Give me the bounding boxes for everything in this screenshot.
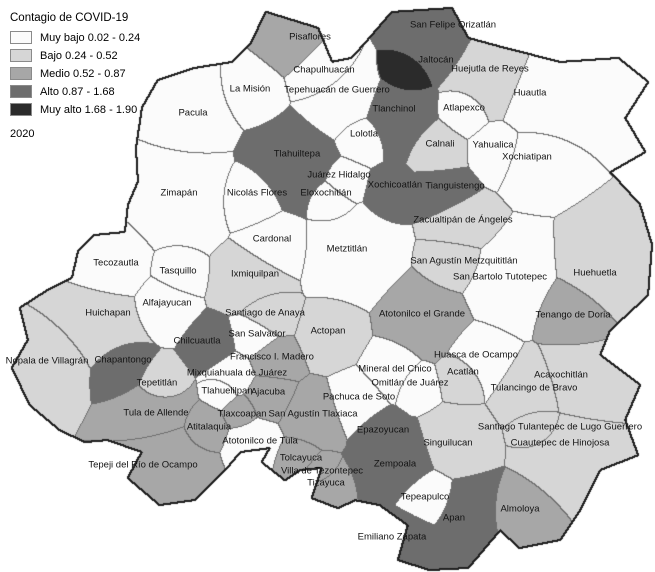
municipality-label-jaltocan: Jaltocán bbox=[418, 54, 454, 66]
municipality-label-atitalaquia: Atitalaquia bbox=[186, 421, 232, 433]
municipality-label-huichapan: Huichapan bbox=[85, 307, 131, 319]
municipality-label-xochiatipan: Xochiatipan bbox=[502, 151, 552, 163]
legend-item-bajo bbox=[10, 49, 140, 62]
municipality-label-tianguistengo: Tianguistengo bbox=[425, 180, 485, 192]
municipality-label-mineral-del-chico: Mineral del Chico bbox=[358, 363, 432, 375]
municipality-label-calnali: Calnali bbox=[425, 138, 455, 150]
municipality-label-huautla: Huautla bbox=[513, 87, 547, 99]
legend-item-alto bbox=[10, 85, 140, 98]
municipality-label-villa-de-tezontepec: Villa de Tezontepec bbox=[280, 465, 364, 477]
legend-swatch-muy_bajo bbox=[10, 31, 32, 44]
municipality-label-tlanchinol: Tlanchinol bbox=[372, 103, 416, 115]
municipality-label-tlaxcoapan: Tlaxcoapan bbox=[217, 408, 267, 420]
legend-item-muy_bajo bbox=[10, 31, 140, 44]
legend-items bbox=[10, 31, 140, 116]
municipality-label-francisco-i-madero: Francisco I. Madero bbox=[230, 351, 314, 363]
municipality-label-tepetitlan: Tepetitlán bbox=[136, 377, 178, 389]
municipality-label-metztitlan: Metztitlán bbox=[326, 243, 368, 255]
municipality-label-ixmiquilpan: Ixmiquilpan bbox=[230, 268, 280, 280]
municipality-label-tulancingo-de-bravo: Tulancingo de Bravo bbox=[490, 382, 578, 394]
legend-item-label: Muy alto 1.68 - 1.90 bbox=[40, 103, 138, 116]
municipality-label-santiago-de-anaya: Santiago de Anaya bbox=[225, 307, 305, 319]
municipality-label-chapulhuacan: Chapulhuacán bbox=[293, 64, 355, 76]
municipality-label-yahualica: Yahualica bbox=[472, 139, 514, 151]
municipality-label-san-bartolo-tutotepec: San Bartolo Tutotepec bbox=[452, 271, 548, 283]
municipality-label-tlahuiltepa: Tlahuiltepa bbox=[273, 148, 321, 160]
legend-swatch-muy_alto bbox=[10, 103, 32, 116]
municipality-label-tepeapulco: Tepeapulco bbox=[400, 491, 450, 503]
municipality-label-huejutla-de-reyes: Huejutla de Reyes bbox=[451, 63, 529, 75]
municipality-label-zempoala: Zempoala bbox=[373, 458, 417, 470]
municipality-label-san-salvador: San Salvador bbox=[228, 328, 286, 340]
municipality-label-chapantongo: Chapantongo bbox=[94, 354, 152, 366]
municipality-label-tizayuca: Tizayuca bbox=[307, 477, 345, 489]
legend-swatch-alto bbox=[10, 85, 32, 98]
municipality-label-tlahuelilpan: Tlahuelilpan bbox=[201, 385, 253, 397]
municipality-label-pisaflores: Pisaflores bbox=[289, 31, 331, 43]
municipality-label-tolcayuca: Tolcayuca bbox=[279, 452, 323, 464]
municipality-label-tepeji-del-rio-de-ocampo: Tepeji del Río de Ocampo bbox=[88, 459, 198, 471]
municipality-label-zimapan: Zimapán bbox=[160, 187, 198, 199]
municipality-label-nicolas-flores: Nicolás Flores bbox=[226, 187, 288, 199]
municipality-label-huehuetla: Huehuetla bbox=[573, 267, 617, 279]
municipality-label-ajacuba: Ajacuba bbox=[250, 386, 286, 398]
legend-item-label: Alto 0.87 - 1.68 bbox=[40, 85, 115, 98]
municipality-label-pachuca-de-soto: Pachuca de Soto bbox=[322, 391, 396, 403]
municipality-label-zacualtipan-de-angeles: Zacualtipán de Ángeles bbox=[413, 214, 513, 226]
municipality-label-nopala-de-villagran: Nopala de Villagrán bbox=[5, 355, 89, 367]
municipality-label-apan: Apan bbox=[442, 512, 466, 524]
legend-swatch-bajo bbox=[10, 49, 32, 62]
municipality-label-epazoyucan: Epazoyucan bbox=[356, 424, 410, 436]
municipality-label-xochicoatlan: Xochicoatlán bbox=[367, 179, 423, 191]
legend-item-muy_alto bbox=[10, 103, 140, 116]
municipality-label-san-felipe-orizatlan: San Felipe Orizatlán bbox=[409, 19, 497, 31]
municipality-label-atotonilco-de-tula: Atotonilco de Tula bbox=[222, 435, 298, 447]
map-legend bbox=[10, 12, 140, 140]
municipality-label-huasca-de-ocampo: Huasca de Ocampo bbox=[434, 349, 518, 361]
legend-year: 2020 bbox=[10, 128, 35, 140]
municipality-label-tepehuacan-de-guerrero: Tepehuacán de Guerrero bbox=[284, 84, 390, 96]
municipality-label-lolotla: Lolotla bbox=[350, 128, 378, 140]
municipality-label-tasquillo: Tasquillo bbox=[159, 265, 197, 277]
municipality-label-cuautepec-de-hinojosa: Cuautepec de Hinojosa bbox=[510, 437, 610, 449]
legend-item-label: Medio 0.52 - 0.87 bbox=[40, 67, 126, 80]
municipality-label-almoloya: Almoloya bbox=[500, 503, 540, 515]
municipality-label-chilcuautla: Chilcuautla bbox=[173, 335, 221, 347]
municipality-label-alfajayucan: Alfajayucan bbox=[142, 297, 192, 309]
municipality-label-san-agustin-tlaxiaca: San Agustín Tlaxiaca bbox=[268, 408, 358, 420]
municipality-label-omitlan-de-juarez: Omitlán de Juárez bbox=[371, 377, 449, 389]
municipality-label-emiliano-zapata: Emiliano Zapata bbox=[357, 531, 427, 543]
municipality-label-acaxochitlan: Acaxochitlán bbox=[534, 369, 588, 381]
municipality-label-tecozautla: Tecozautla bbox=[93, 257, 139, 269]
municipality-label-san-agustin-metzquititlan: San Agustín Metzquititlán bbox=[410, 255, 518, 267]
municipality-label-tula-de-allende: Tula de Allende bbox=[123, 407, 189, 419]
municipality-label-acatlan: Acatlán bbox=[447, 366, 479, 378]
legend-title: Contagio de COVID-19 bbox=[10, 12, 129, 24]
municipality-label-cardonal: Cardonal bbox=[252, 233, 292, 245]
municipality-label-santiago-tulantepec-de-lugo-guerrero: Santiago Tulantepec de Lugo Guerrero bbox=[477, 421, 643, 433]
municipality-label-la-mision: La Misión bbox=[229, 83, 271, 95]
legend-swatch-medio bbox=[10, 67, 32, 80]
municipality-label-singuilucan: Singuilucan bbox=[423, 437, 473, 449]
legend-item-medio bbox=[10, 67, 140, 80]
legend-item-label: Bajo 0.24 - 0.52 bbox=[40, 49, 118, 62]
municipality-label-actopan: Actopan bbox=[310, 325, 346, 337]
municipality-label-pacula: Pacula bbox=[178, 107, 208, 119]
municipality-label-tenango-de-doria: Tenango de Doria bbox=[535, 309, 611, 321]
legend-item-label: Muy bajo 0.02 - 0.24 bbox=[40, 31, 141, 44]
municipality-label-atotonilco-el-grande: Atotonilco el Grande bbox=[378, 308, 466, 320]
municipality-label-eloxochitlan: Eloxochitlán bbox=[300, 187, 352, 199]
municipality-label-atlapexco: Atlapexco bbox=[443, 102, 485, 114]
municipality-label-mixquiahuala-de-juarez: Mixquiahuala de Juárez bbox=[186, 367, 288, 379]
municipality-label-juarez-hidalgo: Juárez Hidalgo bbox=[307, 169, 371, 181]
